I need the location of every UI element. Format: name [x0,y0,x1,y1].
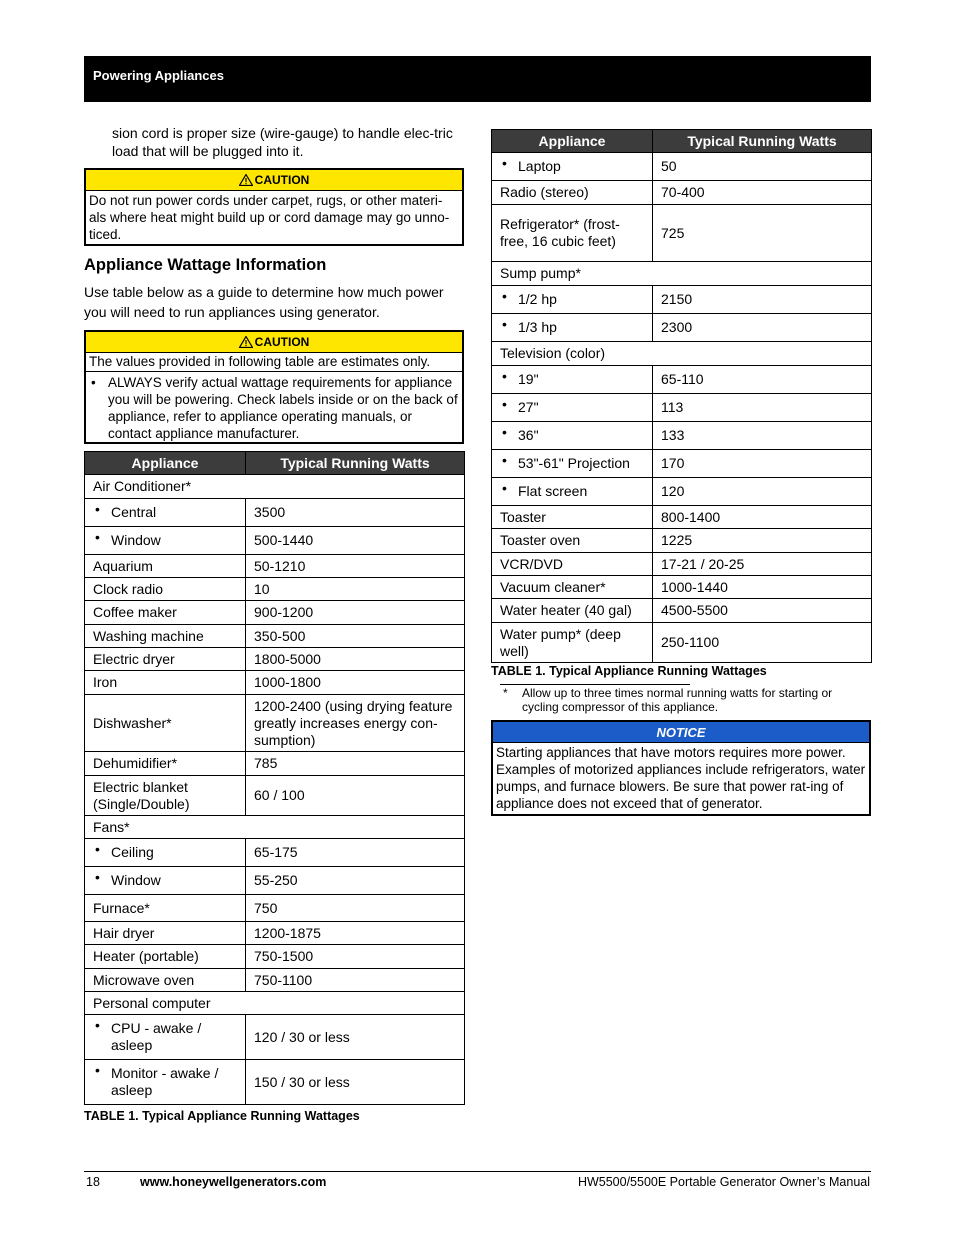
column-header-watts: Typical Running Watts [653,130,872,153]
category-cell: Television (color) [492,342,872,366]
table-row [85,752,465,776]
table-row [85,1060,465,1105]
caution-box-cords [84,168,464,246]
page-number: 18 [86,1175,100,1189]
appliance-cell [492,153,653,181]
notice-text: Starting appliances that have motors requires more power. Examples of motorized appliances include refrigerators, water pumps, and furnace blowers. Be sure that power rat-ing of appliance does not exceed that of generator. [496,745,866,811]
watts-cell: 750 [246,895,465,922]
table-row [492,623,872,663]
watts-cell: 150 / 30 or less [246,1060,465,1105]
caution-box-estimates [84,330,464,444]
appliance-cell [85,1015,246,1060]
footnote-marker: * [503,686,508,700]
table-row [492,153,872,181]
table-row [85,695,465,752]
watts-cell: 725 [653,205,872,262]
table-caption-left: TABLE 1. Typical Appliance Running Wattages [84,1109,360,1123]
bullet-icon: • [95,1017,100,1033]
notice-label: NOTICE [656,724,706,740]
table-caption-right: TABLE 1. Typical Appliance Running Wattages [491,664,767,678]
section-paragraph: Use table below as a guide to determine how much power you will need to run appliances using generator. [84,284,444,320]
appliance-cell: Electric blanket (Single/Double) [85,776,246,816]
appliance-name: Window [111,532,161,548]
warning-triangle-icon [239,174,253,186]
appliance-cell: Microwave oven [85,969,246,992]
table-row [492,342,872,366]
watts-cell: 10 [246,578,465,601]
watts-cell: 60 / 100 [246,776,465,816]
table-row [85,839,465,867]
table-row [492,450,872,478]
table-row [85,969,465,992]
bullet-icon: • [502,452,507,468]
table-row [492,314,872,342]
table-row [85,648,465,671]
table-row [492,262,872,286]
table-row [85,671,465,695]
appliance-cell: Aquarium [85,555,246,578]
watts-cell: 3500 [246,499,465,527]
category-cell: Sump pump* [492,262,872,286]
appliance-cell: Toaster oven [492,529,653,553]
watts-cell: 2150 [653,286,872,314]
appliance-name: Central [111,504,157,520]
bullet-icon: • [95,501,100,517]
watts-cell: 1800-5000 [246,648,465,671]
appliance-cell: Washing machine [85,625,246,648]
table-row [85,776,465,816]
watts-cell: 750-1100 [246,969,465,992]
bullet-icon: • [91,375,96,390]
watts-cell: 800-1400 [653,506,872,529]
appliance-cell: Clock radio [85,578,246,601]
bullet-icon: • [502,155,507,171]
appliance-name: 1/3 hp [518,319,557,335]
appliance-cell [85,867,246,895]
category-cell: Air Conditioner* [85,475,465,499]
appliance-cell: Water heater (40 gal) [492,599,653,623]
warning-triangle-icon [239,336,253,348]
watts-cell: 55-250 [246,867,465,895]
table-row [85,578,465,601]
bullet-icon: • [502,396,507,412]
section-title: Powering Appliances [93,68,224,83]
watts-cell: 900-1200 [246,601,465,625]
watts-cell: 133 [653,422,872,450]
column-header-appliance: Appliance [492,130,653,153]
category-cell: Personal computer [85,992,465,1015]
caution-text: Do not run power cords under carpet, rugs, or other materi-als where heat might build up or cord damage may go unno-ticed. [89,193,450,242]
table-row [492,286,872,314]
footnote-text: Allow up to three times normal running watts for starting or cycling compressor of this appliance. [522,686,833,714]
footer-rule [84,1171,871,1172]
table-row [85,499,465,527]
table-row [492,553,872,576]
watts-cell: 1225 [653,529,872,553]
table-row [85,475,465,499]
bullet-icon: • [95,529,100,545]
watts-cell: 1200-2400 (using drying feature greatly increases energy con-sumption) [246,695,465,752]
appliance-cell: Hair dryer [85,922,246,945]
appliance-name: Ceiling [111,844,154,860]
watts-cell: 170 [653,450,872,478]
bullet-icon: • [95,869,100,885]
appliance-name: Window [111,872,161,888]
appliance-cell [85,527,246,555]
appliance-cell: Dehumidifier* [85,752,246,776]
appliance-name: 1/2 hp [518,291,557,307]
category-cell: Fans* [85,816,465,839]
appliance-cell: Radio (stereo) [492,181,653,205]
appliance-name: Laptop [518,158,561,174]
watts-cell: 65-110 [653,366,872,394]
appliance-name: Flat screen [518,483,588,499]
appliance-name: 19" [518,371,539,387]
intro-text: sion cord is proper size (wire-gauge) to handle elec-tric load that will be plugged into it. [112,125,453,159]
appliance-name: CPU - awake / asleep [111,1020,202,1053]
table-row [85,1015,465,1060]
watts-cell: 65-175 [246,839,465,867]
appliance-cell [85,839,246,867]
bullet-icon: • [95,1062,100,1078]
wattage-table-left [84,451,465,1105]
appliance-name: Monitor - awake / asleep [111,1065,219,1098]
caution-label: CAUTION [254,173,310,187]
watts-cell: 120 / 30 or less [246,1015,465,1060]
table-row [85,992,465,1015]
table-row [85,922,465,945]
table-row [85,867,465,895]
section-header-bar [84,56,871,102]
appliance-cell [492,450,653,478]
table-row [85,555,465,578]
appliance-cell: Dishwasher* [85,695,246,752]
footnote-rule [500,684,690,685]
appliance-name: 27" [518,399,539,415]
watts-cell: 500-1440 [246,527,465,555]
table-header-row [492,130,872,153]
bullet-icon: • [502,316,507,332]
appliance-cell [492,314,653,342]
website-url: www.honeywellgenerators.com [140,1175,327,1189]
appliance-cell [492,394,653,422]
appliance-cell [492,422,653,450]
caution-bullet-text: ALWAYS verify actual wattage requirements for appliance you will be powering. Check labels inside or on the back of appliance, refer to appliance operating manuals, or contact appliance manufacturer. [108,375,458,441]
table-row [492,422,872,450]
table-row [85,601,465,625]
appliance-cell: Electric dryer [85,648,246,671]
table-row [492,394,872,422]
caution-label: CAUTION [254,335,310,349]
table-row [85,625,465,648]
bullet-icon: • [502,368,507,384]
caution-header [86,332,462,353]
watts-cell: 2300 [653,314,872,342]
bullet-icon: • [502,424,507,440]
watts-cell: 120 [653,478,872,506]
section-heading: Appliance Wattage Information [84,256,327,274]
bullet-icon: • [502,288,507,304]
table-row [492,599,872,623]
table-row [492,529,872,553]
caution-header [86,170,462,191]
watts-cell: 50-1210 [246,555,465,578]
watts-cell: 1000-1440 [653,576,872,599]
appliance-cell: Iron [85,671,246,695]
column-header-watts: Typical Running Watts [246,452,465,475]
table-row [492,366,872,394]
notice-header [493,722,869,743]
footnote [500,686,860,714]
watts-cell: 1000-1800 [246,671,465,695]
appliance-cell: Refrigerator* (frost-free, 16 cubic feet) [492,205,653,262]
appliance-cell: Water pump* (deep well) [492,623,653,663]
watts-cell: 750-1500 [246,945,465,969]
table-row [492,576,872,599]
table-row [85,527,465,555]
caution-bullet-item [86,372,462,444]
table-row [85,895,465,922]
bullet-icon: • [95,841,100,857]
table-row [492,181,872,205]
watts-cell: 350-500 [246,625,465,648]
wattage-table-right [491,129,872,663]
appliance-cell: Heater (portable) [85,945,246,969]
watts-cell: 50 [653,153,872,181]
appliance-cell: Coffee maker [85,601,246,625]
watts-cell: 70-400 [653,181,872,205]
table-header-row [85,452,465,475]
table-row [492,205,872,262]
table-row [492,478,872,506]
appliance-cell: VCR/DVD [492,553,653,576]
watts-cell: 4500-5500 [653,599,872,623]
watts-cell: 17-21 / 20-25 [653,553,872,576]
appliance-cell: Vacuum cleaner* [492,576,653,599]
caution-estimate-line: The values provided in following table are estimates only. [86,353,462,372]
notice-box [491,720,871,816]
appliance-cell [492,478,653,506]
column-header-appliance: Appliance [85,452,246,475]
appliance-cell [85,499,246,527]
table-row [85,945,465,969]
appliance-name: 36" [518,427,539,443]
manual-title: HW5500/5500E Portable Generator Owner’s Manual [577,1175,870,1189]
watts-cell: 1200-1875 [246,922,465,945]
appliance-cell [492,286,653,314]
appliance-cell [85,1060,246,1105]
appliance-cell: Toaster [492,506,653,529]
appliance-cell [492,366,653,394]
table-row [85,816,465,839]
watts-cell: 113 [653,394,872,422]
bullet-icon: • [502,480,507,496]
table-row [492,506,872,529]
appliance-cell: Furnace* [85,895,246,922]
watts-cell: 785 [246,752,465,776]
watts-cell: 250-1100 [653,623,872,663]
appliance-name: 53"-61" Projection [518,455,630,471]
